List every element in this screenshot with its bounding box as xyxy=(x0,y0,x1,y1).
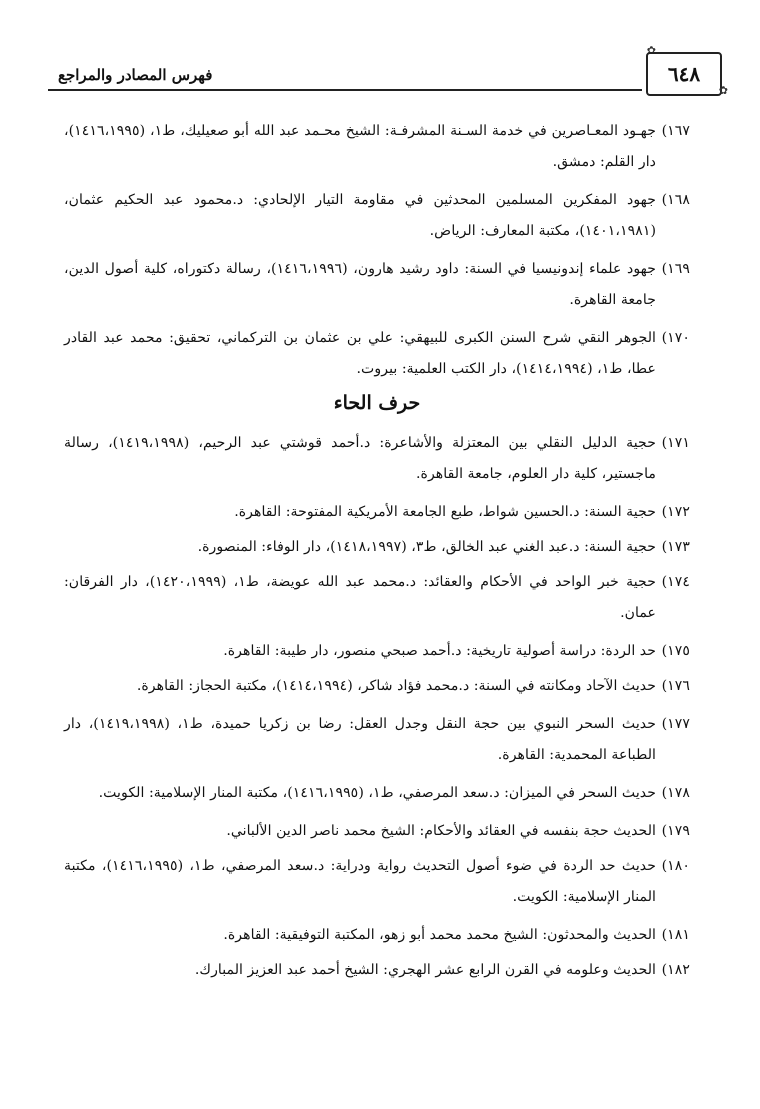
entry-text: حديث السحر النبوي بين حجة النقل وجدل العقل: رضا بن زكريا حميدة، ط١، (١٤١٩،١٩٩٨)، دار الطباعة المحمدية: القاهرة. xyxy=(64,716,656,763)
entry-number: ١٧٣) xyxy=(661,539,690,555)
entry-text: حديث حد الردة في ضوء أصول التحديث رواية ودراية: د.سعد المرصفي، ط١، (١٤١٦،١٩٩٥)، مكتبة المنار الإسلامية: الكويت. xyxy=(64,858,657,905)
list-item xyxy=(64,254,690,316)
entry-number: ١٧٠) xyxy=(661,330,690,346)
entry-number: ١٧١) xyxy=(661,435,690,451)
entry-number: ١٧٦) xyxy=(661,678,690,694)
entry-number: ١٧٥) xyxy=(661,643,690,659)
running-title: فهرس المصادر والمراجع xyxy=(58,66,213,84)
entry-text: جهـود المعـاصرين في خدمة السـنة المشرفـة: الشيخ محـمد عبد الله أبو صعيليك، ط١، (١٤١٦،١٩٩٥)، دار القلم: دمشق. xyxy=(64,123,656,170)
list-item xyxy=(64,323,690,385)
list-item xyxy=(64,116,690,178)
page-number: ٦٤٨ xyxy=(646,52,722,96)
list-item xyxy=(64,851,690,913)
list-item xyxy=(64,567,690,629)
list-item xyxy=(64,955,690,986)
entry-number: ١٨٠) xyxy=(661,858,690,874)
list-item xyxy=(64,709,690,771)
bibliography-list xyxy=(64,116,690,990)
list-item xyxy=(64,428,690,490)
list-item xyxy=(64,532,690,563)
entry-text: حجية خبر الواحد في الأحكام والعقائد: د.محمد عبد الله عويضة، ط١، (١٤٢٠،١٩٩٩)، دار الفرقان: عمان. xyxy=(64,574,656,621)
entry-text: الحديث وعلومه في القرن الرابع عشر الهجري: الشيخ أحمد عبد العزيز المبارك. xyxy=(194,962,656,978)
entry-number: ١٧٩) xyxy=(661,823,690,839)
list-item xyxy=(64,920,690,951)
entry-number: ١٧٢) xyxy=(661,504,690,520)
entry-number: ١٦٩) xyxy=(661,261,690,277)
entry-number: ١٧٤) xyxy=(661,574,690,590)
section-heading: حرف الحاء xyxy=(333,392,421,414)
list-item xyxy=(64,636,690,667)
ornament-icon: ✿ xyxy=(646,44,656,57)
entry-text: حديث الآحاد ومكانته في السنة: د.محمد فؤاد شاكر، (١٤١٤،١٩٩٤)، مكتبة الحجاز: القاهرة. xyxy=(136,678,656,694)
list-item xyxy=(64,497,690,528)
entry-number: ١٨٢) xyxy=(661,962,690,978)
entry-text: جهود المفكرين المسلمين المحدثين في مقاومة التيار الإلحادي: د.محمود عبد الحكيم عثمان، (١٤٠١،١٩٨١)، مكتبة المعارف: الرياض. xyxy=(64,192,656,239)
entry-text: حديث السحر في الميزان: د.سعد المرصفي، ط١، (١٤١٦،١٩٩٥)، مكتبة المنار الإسلامية: الكويت. xyxy=(98,785,656,801)
entry-number: ١٦٨) xyxy=(661,192,690,208)
list-item xyxy=(64,671,690,702)
ornament-icon: ✿ xyxy=(718,84,728,97)
entry-number: ١٧٧) xyxy=(661,716,690,732)
entry-text: الحديث حجة بنفسه في العقائد والأحكام: الشيخ محمد ناصر الدين الألباني. xyxy=(226,823,656,839)
entry-number: ١٦٧) xyxy=(661,123,690,139)
entry-text: حجية السنة: د.عبد الغني عبد الخالق، ط٣، (١٤١٨،١٩٩٧)، دار الوفاء: المنصورة. xyxy=(197,539,656,555)
entry-text: حجية الدليل النقلي بين المعتزلة والأشاعرة: د.أحمد قوشتي عبد الرحيم، (١٤١٩،١٩٩٨)، رسالة ماجستير، كلية دار العلوم، جامعة القاهرة. xyxy=(64,435,656,482)
list-item xyxy=(64,778,690,809)
page-header xyxy=(40,44,728,97)
entry-text: الجوهر النقي شرح السنن الكبرى للبيهقي: علي بن عثمان بن التركماني، تحقيق: محمد عبد القادر عطا، ط١، (١٤١٤،١٩٩٤)، دار الكتب العلمية: بيروت. xyxy=(64,330,656,377)
header-rule xyxy=(48,89,642,91)
entry-number: ١٨١) xyxy=(661,927,690,943)
list-item xyxy=(64,185,690,247)
entry-text: جهود علماء إندونيسيا في السنة: داود رشيد هارون، (١٤١٦،١٩٩٦)، رسالة دكتوراه، كلية أصول الدين، جامعة القاهرة. xyxy=(64,261,656,308)
list-item xyxy=(64,816,690,847)
entry-text: حجية السنة: د.الحسين شواط، طبع الجامعة الأمريكية المفتوحة: القاهرة. xyxy=(234,504,656,520)
entry-text: حد الردة: دراسة أصولية تاريخية: د.أحمد صبحي منصور، دار طيبة: القاهرة. xyxy=(223,643,656,659)
entry-text: الحديث والمحدثون: الشيخ محمد محمد أبو زهو، المكتبة التوفيقية: القاهرة. xyxy=(223,927,656,943)
entry-number: ١٧٨) xyxy=(661,785,690,801)
